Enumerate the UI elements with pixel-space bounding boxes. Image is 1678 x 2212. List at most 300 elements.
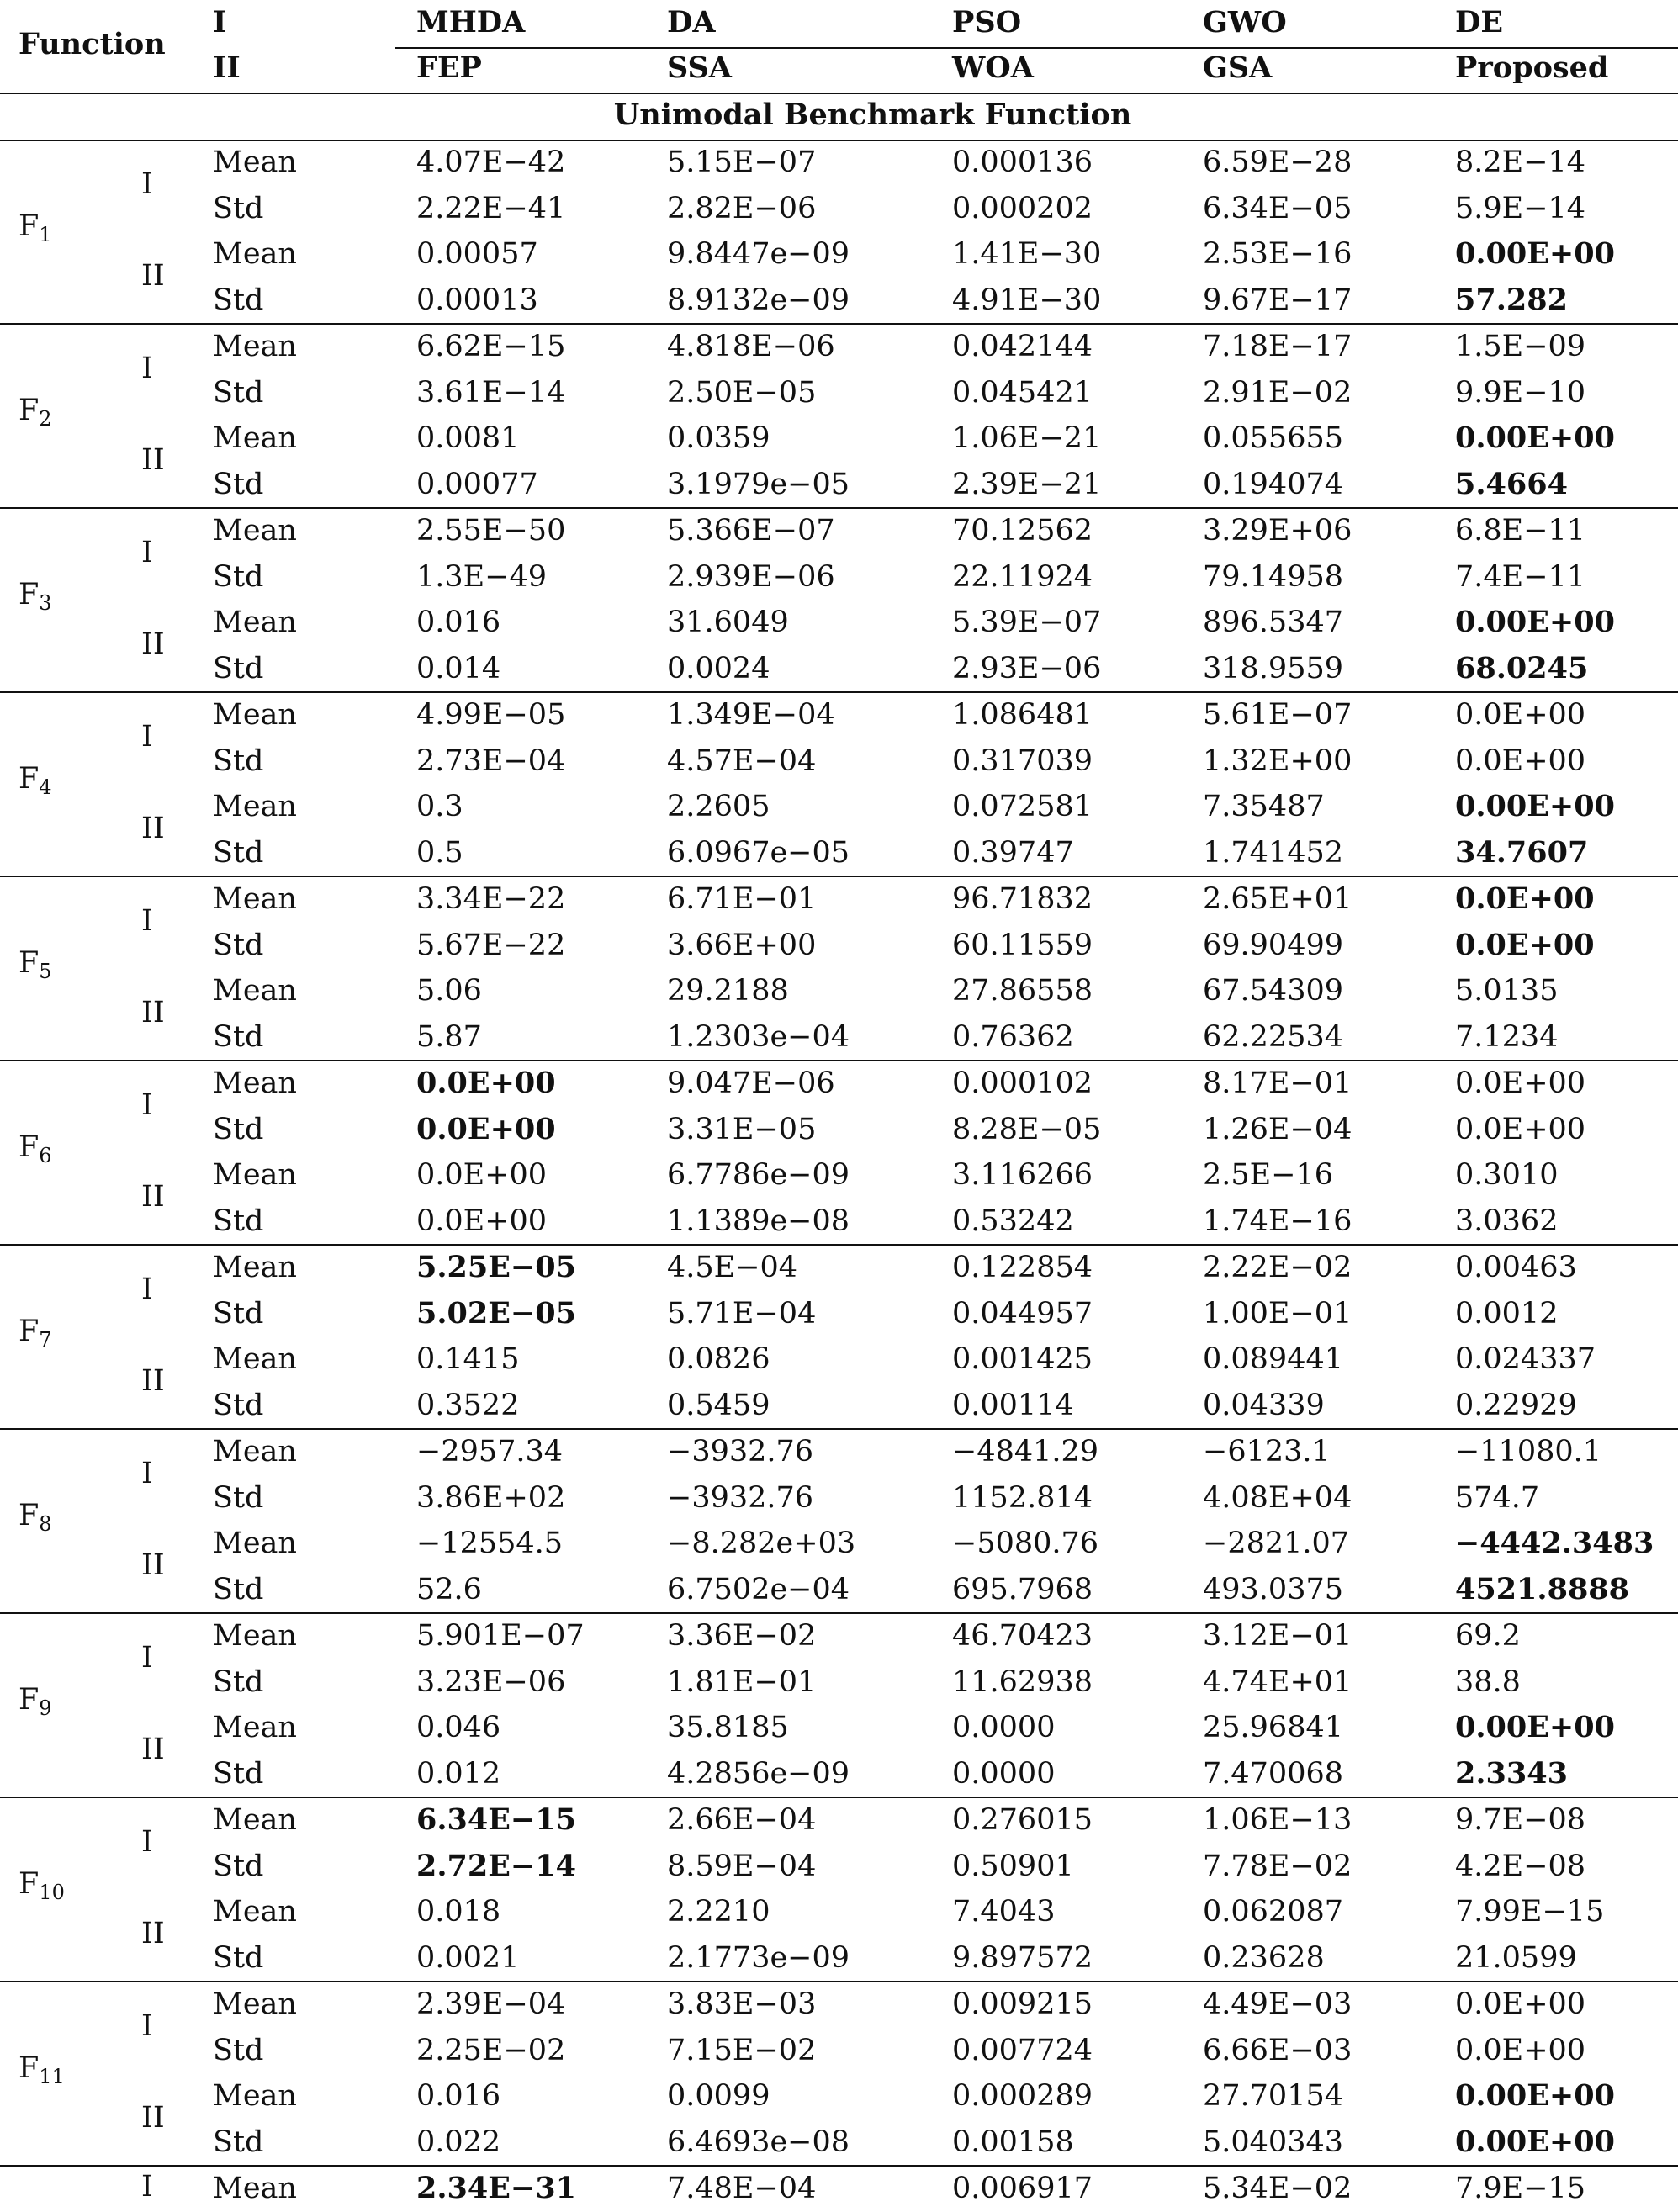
value-cell: 0.0E+00 <box>416 1111 556 1146</box>
group-label: I <box>141 1824 153 1859</box>
value-cell: 5.366E−07 <box>667 514 835 548</box>
stat-label: Std <box>213 835 264 870</box>
value-cell: 3.66E+00 <box>667 928 817 962</box>
stat-label: Mean <box>213 1803 297 1837</box>
value-cell: 4.91E−30 <box>952 283 1102 317</box>
value-cell: 2.25E−02 <box>416 2033 566 2067</box>
value-cell: 0.50901 <box>952 1849 1074 1883</box>
value-cell: 5.0135 <box>1455 974 1559 1008</box>
value-cell: 9.7E−08 <box>1455 1803 1586 1837</box>
value-cell: 6.62E−15 <box>416 330 566 363</box>
header-group-ii: II <box>213 50 241 85</box>
value-cell: 2.91E−02 <box>1203 375 1352 410</box>
value-cell: 0.014 <box>416 651 501 685</box>
function-index: 5 <box>39 960 52 983</box>
stat-label: Std <box>213 1388 264 1422</box>
value-cell: 0.04339 <box>1203 1388 1325 1422</box>
value-cell: 1.00E−01 <box>1203 1296 1352 1331</box>
value-cell: 5.02E−05 <box>416 1295 576 1331</box>
value-cell: 4.5E−04 <box>667 1251 798 1284</box>
value-cell: 5.15E−07 <box>667 146 817 179</box>
value-cell: 5.67E−22 <box>416 928 566 962</box>
group-label: I <box>141 2008 153 2043</box>
value-cell: 0.0E+00 <box>1455 881 1595 916</box>
value-cell: 0.00057 <box>416 237 538 271</box>
value-cell: 0.3 <box>416 790 463 823</box>
stat-label: Mean <box>213 237 297 271</box>
value-cell: 6.34E−15 <box>416 1802 576 1837</box>
value-cell: 1.32E+00 <box>1203 744 1352 778</box>
value-cell: 1.41E−30 <box>952 237 1102 271</box>
function-index: 1 <box>39 223 52 246</box>
value-cell: −3932.76 <box>667 1435 814 1468</box>
value-cell: 2.39E−04 <box>416 1987 566 2021</box>
value-cell: 27.86558 <box>952 974 1093 1008</box>
stat-label: Std <box>213 1480 264 1515</box>
value-cell: 0.062087 <box>1203 1895 1344 1929</box>
value-cell: 0.0099 <box>667 2079 770 2113</box>
value-cell: 2.93E−06 <box>952 651 1102 685</box>
value-cell: 7.1234 <box>1455 1019 1559 1054</box>
value-cell: 0.00077 <box>416 467 538 501</box>
function-name <box>19 762 52 799</box>
value-cell: 79.14958 <box>1203 559 1344 594</box>
value-cell: 7.4043 <box>952 1895 1056 1929</box>
function-header: Function <box>19 27 166 61</box>
stat-label: Mean <box>213 1711 297 1744</box>
value-cell: 0.0E+00 <box>416 1066 556 1100</box>
value-cell: 0.022 <box>416 2125 501 2159</box>
function-index: 6 <box>39 1144 52 1167</box>
function-letter: F <box>19 946 40 980</box>
value-cell: 0.00158 <box>952 2125 1074 2159</box>
stat-label: Std <box>213 1204 264 1238</box>
value-cell: 0.0E+00 <box>1455 1987 1586 2021</box>
value-cell: 5.34E−02 <box>1203 2172 1352 2205</box>
stat-label: Std <box>213 2033 264 2067</box>
value-cell: 6.8E−11 <box>1455 514 1586 548</box>
value-cell: 2.82E−06 <box>667 191 817 225</box>
value-cell: 27.70154 <box>1203 2079 1344 2113</box>
stat-label: Std <box>213 375 264 410</box>
value-cell: 2.39E−21 <box>952 467 1102 501</box>
stat-label: Mean <box>213 1251 297 1284</box>
value-cell: 8.28E−05 <box>952 1112 1102 1146</box>
value-cell: 3.12E−01 <box>1203 1619 1352 1653</box>
value-cell: 0.016 <box>416 2079 501 2113</box>
value-cell: 0.0E+00 <box>1455 698 1586 732</box>
function-letter: F <box>19 2051 40 2085</box>
value-cell: −6123.1 <box>1203 1435 1331 1468</box>
value-cell: 8.2E−14 <box>1455 146 1586 179</box>
value-cell: −3932.76 <box>667 1480 814 1515</box>
value-cell: 1.349E−04 <box>667 698 835 732</box>
value-cell: 6.71E−01 <box>667 882 817 916</box>
value-cell: 7.78E−02 <box>1203 1849 1352 1883</box>
header-method: GSA <box>1203 50 1273 85</box>
value-cell: 35.8185 <box>667 1711 789 1744</box>
value-cell: 0.0359 <box>667 421 770 455</box>
value-cell: 3.61E−14 <box>416 375 566 410</box>
stat-label: Std <box>213 1664 264 1699</box>
value-cell: 1.5E−09 <box>1455 330 1586 363</box>
value-cell: 4.07E−42 <box>416 146 566 179</box>
stat-label: Std <box>213 928 264 962</box>
stat-label: Mean <box>213 1158 297 1192</box>
value-cell: 4.49E−03 <box>1203 1987 1352 2021</box>
stat-label: Mean <box>213 606 297 639</box>
value-cell: 5.040343 <box>1203 2125 1344 2159</box>
group-label: II <box>141 995 165 1029</box>
header-group-i: I <box>213 5 227 40</box>
value-cell: 7.15E−02 <box>667 2033 817 2067</box>
group-label: I <box>141 719 153 754</box>
value-cell: 1.06E−13 <box>1203 1803 1352 1837</box>
function-name <box>19 946 52 983</box>
value-cell: 574.7 <box>1455 1480 1540 1515</box>
value-cell: 2.66E−04 <box>667 1803 817 1837</box>
value-cell: 6.7786e−09 <box>667 1158 850 1192</box>
function-index: 11 <box>39 2065 65 2088</box>
value-cell: 0.22929 <box>1455 1388 1577 1422</box>
value-cell: 5.06 <box>416 974 482 1008</box>
value-cell: −5080.76 <box>952 1527 1099 1560</box>
value-cell: 7.4E−11 <box>1455 559 1586 594</box>
value-cell: 0.00013 <box>416 283 538 317</box>
value-cell: 3.29E+06 <box>1203 514 1352 548</box>
value-cell: 62.22534 <box>1203 1019 1344 1054</box>
group-label: I <box>141 1456 153 1490</box>
function-letter: F <box>19 1867 40 1901</box>
value-cell: 0.006917 <box>952 2172 1093 2205</box>
value-cell: 2.2605 <box>667 790 770 823</box>
function-name <box>19 394 52 431</box>
function-letter: F <box>19 1130 40 1164</box>
value-cell: 1.1389e−08 <box>667 1204 850 1238</box>
value-cell: 57.282 <box>1455 282 1568 317</box>
value-cell: 0.044957 <box>952 1296 1093 1331</box>
stat-label: Mean <box>213 2079 297 2113</box>
value-cell: 4521.8888 <box>1455 1571 1630 1606</box>
value-cell: 0.089441 <box>1203 1342 1344 1376</box>
group-label: II <box>141 258 165 293</box>
value-cell: 96.71832 <box>952 882 1093 916</box>
function-name <box>19 1499 52 1536</box>
value-cell: 3.86E+02 <box>416 1480 566 1515</box>
value-cell: 5.87 <box>416 1019 482 1054</box>
value-cell: 4.2856e−09 <box>667 1756 850 1791</box>
header-method: GWO <box>1203 5 1287 40</box>
value-cell: 5.25E−05 <box>416 1250 576 1284</box>
stat-label: Mean <box>213 1987 297 2021</box>
value-cell: 0.001425 <box>952 1342 1093 1376</box>
value-cell: 6.4693e−08 <box>667 2125 850 2159</box>
function-name <box>19 578 52 615</box>
function-name <box>19 209 52 246</box>
value-cell: 0.009215 <box>952 1987 1093 2021</box>
header-method: PSO <box>952 5 1022 40</box>
value-cell: 8.59E−04 <box>667 1849 817 1883</box>
value-cell: 0.0826 <box>667 1342 770 1376</box>
function-letter: F <box>19 1315 40 1348</box>
value-cell: 7.470068 <box>1203 1756 1344 1791</box>
value-cell: 4.08E+04 <box>1203 1480 1352 1515</box>
value-cell: 0.194074 <box>1203 467 1344 501</box>
value-cell: 1.74E−16 <box>1203 1204 1352 1238</box>
value-cell: 5.61E−07 <box>1203 698 1352 732</box>
value-cell: 5.9E−14 <box>1455 191 1586 225</box>
value-cell: 0.000289 <box>952 2079 1093 2113</box>
value-cell: 31.6049 <box>667 606 789 639</box>
value-cell: 6.7502e−04 <box>667 1572 850 1606</box>
value-cell: 6.59E−28 <box>1203 146 1352 179</box>
value-cell: 0.000136 <box>952 146 1093 179</box>
stat-label: Std <box>213 559 264 594</box>
group-label: II <box>141 442 165 477</box>
value-cell: 0.00463 <box>1455 1251 1577 1284</box>
value-cell: 29.2188 <box>667 974 789 1008</box>
stat-label: Std <box>213 1296 264 1331</box>
stat-label: Mean <box>213 698 297 732</box>
header-method: FEP <box>416 50 482 85</box>
value-cell: 9.9E−10 <box>1455 375 1586 410</box>
function-index: 9 <box>39 1696 52 1720</box>
section-title: Unimodal Benchmark Function <box>613 98 1132 132</box>
value-cell: 68.0245 <box>1455 650 1589 685</box>
value-cell: 5.901E−07 <box>416 1619 585 1653</box>
value-cell: 2.72E−14 <box>416 1848 576 1883</box>
value-cell: 695.7968 <box>952 1572 1093 1606</box>
function-name <box>19 1315 52 1352</box>
value-cell: 7.18E−17 <box>1203 330 1352 363</box>
value-cell: −8.282e+03 <box>667 1527 856 1560</box>
value-cell: 0.00E+00 <box>1455 421 1615 455</box>
value-cell: 21.0599 <box>1455 1940 1577 1975</box>
value-cell: 1.3E−49 <box>416 559 548 594</box>
value-cell: −2821.07 <box>1203 1527 1350 1560</box>
group-label: I <box>141 1087 153 1122</box>
value-cell: 1.2303e−04 <box>667 1019 850 1054</box>
value-cell: 3.83E−03 <box>667 1987 817 2021</box>
value-cell: 0.23628 <box>1203 1940 1325 1975</box>
stat-label: Mean <box>213 882 297 916</box>
value-cell: 0.00E+00 <box>1455 2124 1615 2159</box>
value-cell: 0.0E+00 <box>416 1158 548 1192</box>
value-cell: 38.8 <box>1455 1664 1521 1699</box>
value-cell: 5.71E−04 <box>667 1296 817 1331</box>
value-cell: 69.2 <box>1455 1619 1521 1653</box>
header-method: SSA <box>667 50 732 85</box>
function-name <box>19 2051 65 2088</box>
stat-label: Std <box>213 1849 264 1883</box>
stat-label: Std <box>213 1940 264 1975</box>
stat-label: Mean <box>213 1527 297 1560</box>
header-method: MHDA <box>416 5 526 40</box>
header-midrule <box>395 47 1678 49</box>
value-cell: 7.35487 <box>1203 790 1325 823</box>
header-method: DE <box>1455 5 1504 40</box>
value-cell: 2.5E−16 <box>1203 1158 1334 1192</box>
value-cell: 0.39747 <box>952 835 1074 870</box>
stat-label: Std <box>213 651 264 685</box>
value-cell: 7.48E−04 <box>667 2172 817 2205</box>
value-cell: 0.0012 <box>1455 1296 1559 1331</box>
value-cell: −4442.3483 <box>1455 1526 1654 1560</box>
group-label: I <box>141 1272 153 1306</box>
value-cell: 0.016 <box>416 606 501 639</box>
value-cell: 4.74E+01 <box>1203 1664 1352 1699</box>
value-cell: 0.0E+00 <box>1455 1112 1586 1146</box>
value-cell: 5.39E−07 <box>952 606 1102 639</box>
stat-label: Std <box>213 1756 264 1791</box>
value-cell: 8.17E−01 <box>1203 1066 1352 1100</box>
group-label: II <box>141 1732 165 1766</box>
function-index: 7 <box>39 1328 52 1352</box>
value-cell: 0.018 <box>416 1895 501 1929</box>
value-cell: 0.3522 <box>416 1388 520 1422</box>
group-label: II <box>141 1179 165 1214</box>
value-cell: 0.5 <box>416 835 463 870</box>
stat-label: Mean <box>213 974 297 1008</box>
value-cell: 4.99E−05 <box>416 698 566 732</box>
value-cell: 3.0362 <box>1455 1204 1559 1238</box>
header-method: WOA <box>952 50 1034 85</box>
value-cell: 0.00E+00 <box>1455 2078 1615 2113</box>
value-cell: 0.0E+00 <box>416 1204 548 1238</box>
stat-label: Mean <box>213 2172 297 2205</box>
value-cell: 0.122854 <box>952 1251 1093 1284</box>
value-cell: 0.046 <box>416 1711 501 1744</box>
value-cell: −4841.29 <box>952 1435 1099 1468</box>
function-name <box>19 1683 52 1720</box>
stat-label: Std <box>213 283 264 317</box>
value-cell: 0.317039 <box>952 744 1093 778</box>
value-cell: 0.0000 <box>952 1756 1056 1791</box>
value-cell: 2.3343 <box>1455 1755 1568 1791</box>
value-cell: 0.045421 <box>952 375 1093 410</box>
value-cell: 0.000202 <box>952 191 1093 225</box>
value-cell: 1152.814 <box>952 1480 1093 1515</box>
function-letter: F <box>19 394 40 427</box>
value-cell: 0.276015 <box>952 1803 1093 1837</box>
function-index: 2 <box>39 407 52 431</box>
value-cell: 0.055655 <box>1203 421 1344 455</box>
value-cell: 22.11924 <box>952 559 1093 594</box>
value-cell: 7.9E−15 <box>1455 2172 1586 2205</box>
value-cell: 9.8447e−09 <box>667 237 850 271</box>
value-cell: 6.66E−03 <box>1203 2033 1352 2067</box>
stat-label: Mean <box>213 1066 297 1100</box>
stat-label: Mean <box>213 1619 297 1653</box>
value-cell: 69.90499 <box>1203 928 1344 962</box>
value-cell: 896.5347 <box>1203 606 1344 639</box>
value-cell: 3.1979e−05 <box>667 467 850 501</box>
group-label: I <box>141 167 153 201</box>
function-index: 8 <box>39 1512 52 1536</box>
function-name <box>19 1130 52 1167</box>
stat-label: Std <box>213 467 264 501</box>
value-cell: 2.73E−04 <box>416 744 566 778</box>
value-cell: 1.086481 <box>952 698 1093 732</box>
value-cell: 6.0967e−05 <box>667 835 850 870</box>
stat-label: Mean <box>213 790 297 823</box>
function-name <box>19 1867 65 1904</box>
value-cell: 2.53E−16 <box>1203 237 1352 271</box>
value-cell: 7.99E−15 <box>1455 1895 1605 1929</box>
value-cell: 0.007724 <box>952 2033 1093 2067</box>
value-cell: 0.00E+00 <box>1455 1710 1615 1744</box>
stat-label: Mean <box>213 1435 297 1468</box>
stat-label: Std <box>213 1019 264 1054</box>
value-cell: 60.11559 <box>952 928 1093 962</box>
group-label: I <box>141 535 153 569</box>
value-cell: 0.3010 <box>1455 1158 1559 1192</box>
function-index: 4 <box>39 775 52 799</box>
group-label: II <box>141 2100 165 2135</box>
value-cell: 2.939E−06 <box>667 559 835 594</box>
value-cell: 0.024337 <box>1455 1342 1596 1376</box>
function-letter: F <box>19 1499 40 1532</box>
value-cell: 8.9132e−09 <box>667 283 850 317</box>
value-cell: 6.34E−05 <box>1203 191 1352 225</box>
group-label: I <box>141 903 153 938</box>
stat-label: Mean <box>213 1895 297 1929</box>
value-cell: 0.0E+00 <box>1455 927 1595 962</box>
value-cell: 0.042144 <box>952 330 1093 363</box>
value-cell: 0.0E+00 <box>1455 2033 1586 2067</box>
value-cell: 9.67E−17 <box>1203 283 1352 317</box>
value-cell: 1.06E−21 <box>952 421 1102 455</box>
value-cell: 4.2E−08 <box>1455 1849 1586 1883</box>
value-cell: 1.81E−01 <box>667 1664 817 1699</box>
group-label: I <box>141 2170 153 2204</box>
value-cell: −2957.34 <box>416 1435 564 1468</box>
function-letter: F <box>19 209 40 243</box>
function-index: 3 <box>39 591 52 615</box>
value-cell: 3.23E−06 <box>416 1664 566 1699</box>
function-letter: F <box>19 578 40 611</box>
value-cell: 0.53242 <box>952 1204 1074 1238</box>
function-letter: F <box>19 762 40 796</box>
value-cell: 25.96841 <box>1203 1711 1344 1744</box>
value-cell: 0.000102 <box>952 1066 1093 1100</box>
value-cell: 0.5459 <box>667 1388 770 1422</box>
value-cell: 11.62938 <box>952 1664 1093 1699</box>
value-cell: −12554.5 <box>416 1527 564 1560</box>
value-cell: 70.12562 <box>952 514 1093 548</box>
value-cell: 0.76362 <box>952 1019 1074 1054</box>
value-cell: 2.1773e−09 <box>667 1940 850 1975</box>
value-cell: 0.00E+00 <box>1455 605 1615 639</box>
stat-label: Mean <box>213 330 297 363</box>
group-label: I <box>141 351 153 385</box>
value-cell: 2.22E−02 <box>1203 1251 1352 1284</box>
function-letter: F <box>19 1683 40 1717</box>
value-cell: 0.00E+00 <box>1455 789 1615 823</box>
value-cell: 493.0375 <box>1203 1572 1344 1606</box>
value-cell: −11080.1 <box>1455 1435 1602 1468</box>
stat-label: Mean <box>213 146 297 179</box>
group-label: II <box>141 627 165 661</box>
value-cell: 67.54309 <box>1203 974 1344 1008</box>
value-cell: 2.34E−31 <box>416 2171 576 2205</box>
stat-label: Std <box>213 191 264 225</box>
value-cell: 0.0E+00 <box>1455 1066 1586 1100</box>
stat-label: Mean <box>213 421 297 455</box>
value-cell: 3.116266 <box>952 1158 1093 1192</box>
value-cell: 3.36E−02 <box>667 1619 817 1653</box>
group-label: II <box>141 811 165 845</box>
